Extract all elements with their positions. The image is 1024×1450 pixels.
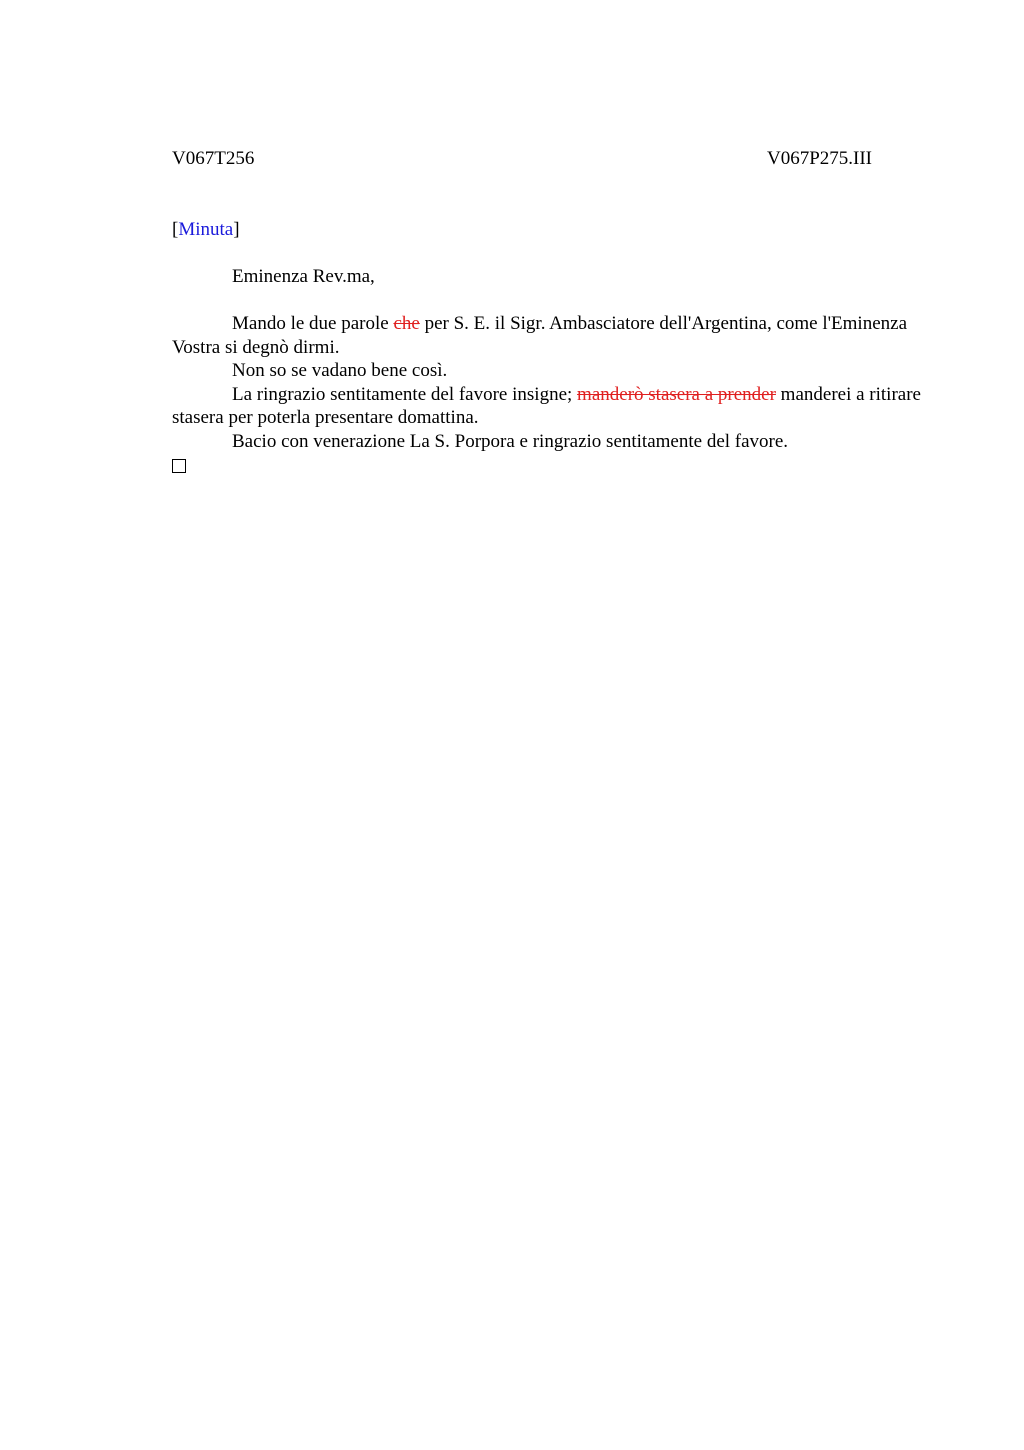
paragraph-3-text-after: manderei a ritirare stasera per poterla presentare domattina.	[172, 383, 921, 428]
document-type-label: Minuta	[178, 219, 234, 240]
paragraph-1-text-after: per S. E. il Sigr. Ambasciatore dell'Argentina, come l'Eminenza Vostra si degnò dirmi.	[172, 313, 908, 358]
paragraph-4: Bacio con venerazione La S. Porpora e ringrazio sentitamente del favore.	[232, 430, 789, 452]
empty-square-icon	[172, 459, 186, 473]
document-reference-right: V067P275.III	[766, 148, 872, 169]
paragraph-2: Non so se vadano bene così.	[232, 360, 448, 381]
deleted-phrase: manderò stasera a prender	[577, 383, 776, 405]
document-type	[172, 218, 240, 242]
letter-body	[172, 265, 924, 473]
document-header	[172, 147, 872, 171]
deleted-word: che	[393, 313, 420, 334]
paragraph-1-text-before: Mando le due parole	[232, 313, 394, 334]
open-bracket: [	[172, 219, 179, 240]
close-bracket: ]	[233, 219, 240, 240]
salutation: Eminenza Rev.ma,	[232, 266, 375, 287]
paragraph-1	[172, 312, 924, 359]
paragraph-3	[172, 383, 924, 430]
paragraph-3-text-before: La ringrazio sentitamente del favore insigne;	[232, 383, 578, 405]
document-reference-left: V067T256	[172, 148, 255, 169]
